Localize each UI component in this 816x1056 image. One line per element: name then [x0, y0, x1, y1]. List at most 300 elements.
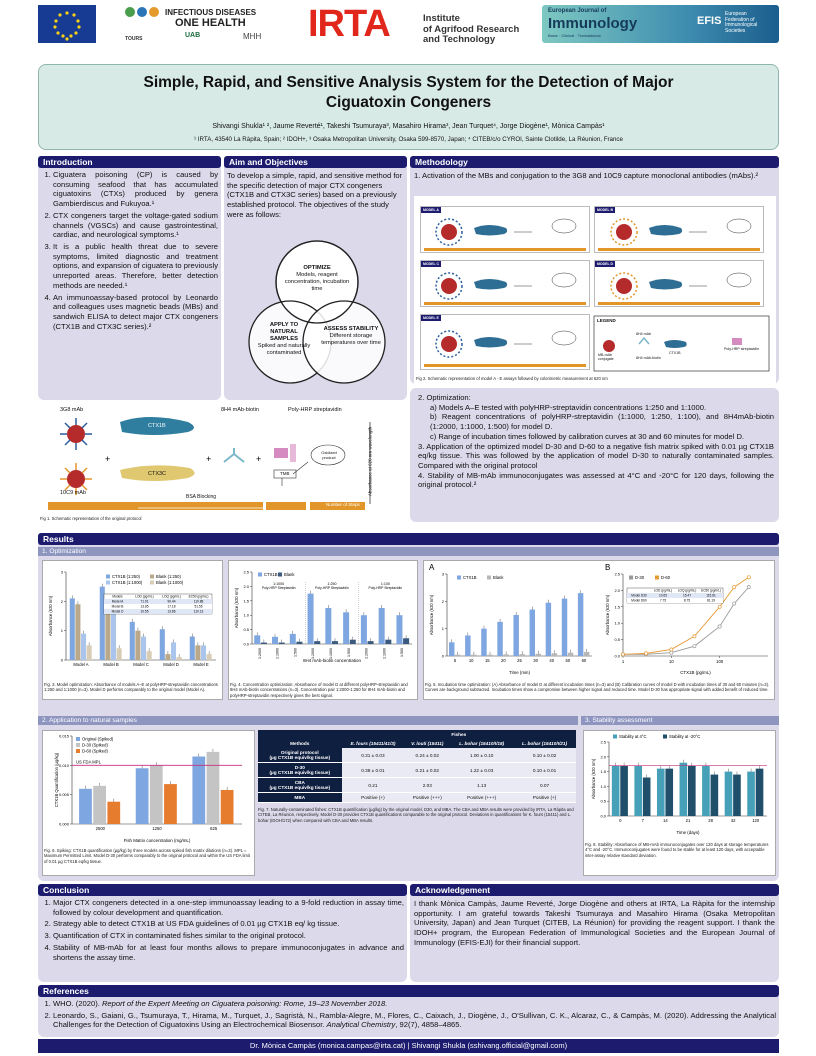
table-header: E. fours (15411/41/3) [342, 739, 405, 748]
legend-polyhrp-icon [732, 338, 742, 345]
bar [314, 641, 320, 644]
legend-item: 8H4 mAb-biotin [636, 356, 661, 360]
figure-2-models [414, 196, 776, 384]
x-tick-label: 0 [619, 818, 622, 823]
figure-5a-chart [423, 560, 599, 682]
label-8h4-biotin: 8H4 mAb-biotin [221, 407, 259, 413]
bar [261, 643, 267, 644]
table-cell: 0.10 ± 0.01 [513, 763, 576, 778]
legend-swatch [76, 743, 80, 747]
row-method: D-30 [294, 765, 305, 770]
eu-flag-logo [38, 5, 96, 43]
page-title [38, 73, 779, 113]
methodology-step-4: 4. Stability of MB-mAb immunoconjugates was assessed at 4°C and -20°C for 120 days, following the original protocol.² [418, 470, 774, 490]
x-tick-label: 10 [668, 659, 674, 664]
label-polyhrp: Poly-HRP streptavidin [288, 407, 342, 413]
optimization-item: b) Reagent concentrations of polyHRP-streptavidin (1:1000, 1:250, 1:100), and 8H4mAb-biotin (1:2000, 1:1000, 1:500) for model D. [430, 412, 774, 432]
panel-letter: B [605, 563, 611, 572]
journal-big-text: Immunology [548, 15, 638, 32]
bar [711, 775, 719, 816]
bar [93, 786, 106, 824]
bead-icon [611, 273, 637, 299]
y-tick-label: 1 [60, 628, 63, 634]
y-tick-label: 1 [441, 626, 444, 632]
step-bar [48, 502, 263, 510]
figure-2-caption: Fig 2. Schematic representation of model A - E assays followed by colorimetric measurement at 620 nm [416, 376, 608, 381]
bar [117, 648, 122, 660]
results-heading: Results [38, 533, 779, 545]
y-tick-label: 0.5 [243, 627, 249, 633]
reference-title: Report of the Expert Meeting on Ciguatera poisoning: Rome, 19–23 November 2018. [101, 999, 388, 1008]
reference-text: WHO. (2020). [53, 999, 102, 1008]
inset-cell: 7.75 [659, 598, 667, 603]
x-tick-label: 625 [210, 826, 218, 831]
bar [272, 637, 278, 644]
fish-results-table [258, 730, 576, 803]
x-tick-label: 2500 [95, 826, 105, 831]
model-tag: MODEL C [423, 262, 440, 266]
bar [385, 640, 391, 644]
label-oxidized: Oxidized product [321, 450, 337, 460]
tours-logo-text: TOURS [125, 36, 143, 42]
y-tick-label: 2.5 [243, 569, 249, 575]
bar [578, 593, 583, 656]
bar [87, 645, 92, 660]
x-tick-label: 25 [517, 658, 522, 663]
optimization-steps [418, 393, 774, 490]
legend-label: D-60 [661, 575, 671, 580]
figure-3-chart [42, 560, 223, 682]
data-point [670, 648, 673, 651]
x-tick-label: Model B [103, 662, 119, 667]
methodology-heading: Methodology [410, 156, 779, 168]
inset-header: Models [112, 594, 123, 599]
optimization-item: c) Range of incubation times followed by calibration curves at 30 and 60 minutes for model D. [430, 431, 745, 441]
step-bar [266, 502, 306, 510]
inset-header: LOQ (pg/mL) [677, 588, 697, 593]
table-row [258, 748, 576, 763]
bar [465, 636, 470, 657]
legend-label: Original (Spiked) [82, 736, 114, 742]
figure-6-caption: Fig. 6. Spiking: CTX1B quantification (µg/kg) by three models across spiked fish matrix dilutions (n=3). MPL = Maximum Permitted Limit. Model D-30 performs comparably to the original protocol and within the US FDA limit of 0.01 µg CTX1B eq/kg tissue. [44, 848, 250, 864]
legend-item: Poly-HRP streptavidin [724, 347, 760, 351]
row-unit: (µg CTX1B equiv/kg tissue) [269, 785, 331, 790]
x-tick-label: 1:2000 [311, 648, 316, 659]
data-point [733, 602, 736, 605]
table-cell: 0.24 ± 0.02 [404, 748, 450, 763]
figure-1-protocol [38, 404, 407, 522]
bar [536, 654, 541, 656]
y-axis-label: Absorbance (620 nm) [48, 595, 53, 637]
bar [688, 766, 696, 816]
y-axis-label: Absorbance (620 nm) [234, 587, 239, 629]
mhh-logo-text: MHH [243, 32, 262, 41]
x-tick-label: 15 [484, 658, 490, 663]
bead-icon [611, 219, 637, 245]
figure-8-caption: Fig. 8. Stability: Absorbance of MB-mAb immunoconjugates over 120 days at storage temperatures 4°C and -20°C. Immunoconjugates were found to be stable for at least 120 days, with acceptable inter-assay relative standard deviation. [585, 842, 769, 858]
model-tag: MODEL B [597, 208, 614, 212]
health-circle-icon [149, 7, 159, 17]
y-tick-label: 2.5 [614, 571, 620, 577]
y-tick-label: 0.0 [243, 641, 249, 647]
bar [141, 637, 146, 660]
bar [643, 778, 651, 816]
row-method: MBA [294, 795, 306, 800]
y-tick-label: 2.0 [243, 583, 249, 589]
group-label: 1:100 [380, 582, 390, 586]
group-label: 1:1000 [273, 582, 285, 586]
x-tick-label: 1:1000 [329, 648, 333, 659]
inset-cell: 15.47 [683, 593, 691, 598]
y-tick-label: 0.0 [600, 813, 606, 819]
group-label: Poly-HRP Streptavidin [368, 586, 403, 590]
bead-icon [436, 331, 462, 357]
inset-cell: Model D [111, 609, 124, 614]
x-tick-label: 1 [621, 659, 625, 664]
health-circle-icon [125, 7, 135, 17]
acknowledgement-text: I thank Mònica Campàs, Jaume Reverté, Jorge Diogène and others at IRTA, La Ràpita for the internship opportunity. I am grateful towards Takeshi Tsumuraya and Masahiro Hirama (Osaka Metropolitan University, Japan) and Jean Turquet (CITEB, La Réunion) for providing the reagent support. I thank the IDOH+ program, the European Federation of Immunological Societies and the European Journal of Immunology (EFIS-EJI) for their financial support. [414, 899, 775, 947]
optimization-title: 2. Optimization: [418, 393, 471, 402]
table-cell: 0.21 [342, 778, 405, 793]
model-tag: MODEL E [423, 316, 439, 320]
label-number-steps: Number of Steps [326, 502, 360, 507]
data-point [747, 586, 750, 589]
x-tick-label: 40 [549, 658, 555, 663]
venn-title: ASSESS STABILITY [323, 326, 379, 332]
y-tick-label: 1.0 [600, 783, 606, 789]
table-cell: Positive (+++) [404, 793, 450, 803]
bar [634, 766, 642, 816]
label-ctx3c: CTX3C [148, 471, 167, 477]
y-tick-label: 1.0 [243, 612, 249, 618]
bar [164, 784, 177, 824]
y-tick-label: 1.5 [243, 598, 249, 604]
eji-logo [542, 5, 779, 43]
legend-swatch [150, 581, 154, 585]
conclusion-item: 4. Stability of MB-mAb for at least four months allows to prepare immunoconjugates in advance and shortens the assay time. [53, 943, 404, 962]
x-tick-label: 10 [468, 658, 474, 663]
figure-4-caption: Fig. 4. Concentration optimization: Absorbance of model D at different polyHRP-streptavidin and 8H4 mAb-biotin concentrations (n=3). Concentration pair 1:2000-1:250 for 8H4 mAb-biotin and polyHRP-streptavidin respectively gives the best signal. [230, 682, 408, 698]
efis-name-line: Immunological [725, 22, 758, 28]
bar [296, 642, 302, 644]
optimization-item: a) Models A–E tested with polyHRP-streptavidin concentrations 1:250 and 1:1000. [430, 402, 707, 412]
bar [190, 637, 195, 660]
irta-name [423, 14, 519, 46]
table-cell: Positive (+) [513, 793, 576, 803]
inset-header: LOQ (pg/mL) [162, 594, 181, 599]
plus-icon: + [206, 454, 212, 464]
journal-sub-text: Basic · Clinical · Translational [548, 33, 601, 38]
legend-label: D-30 (Spiked) [82, 742, 108, 748]
bar [79, 789, 92, 824]
x-tick-label: 1:1000 [275, 648, 280, 659]
figure-4-chart [228, 560, 418, 682]
figure-7-table [258, 730, 576, 823]
idoh-logo [115, 6, 275, 46]
y-tick-label: 0.5 [614, 637, 620, 643]
bar [612, 766, 620, 816]
table-cell: 0.07 [513, 778, 576, 793]
title-line: Simple, Rapid, and Sensitive Analysis System for the Detection of Major [143, 74, 674, 91]
row-unit: (µg CTX1B equiv/kg tissue) [269, 770, 331, 775]
legend-item: 8H4 mAb [636, 332, 651, 336]
x-tick-label: Model D [163, 662, 179, 667]
bar [379, 608, 385, 644]
data-point [670, 651, 673, 654]
methodology-intro: 1. Activation of the MBs and conjugation to the 3G8 and 10C9 capture monoclonal antibodies (mAbs).² [414, 171, 759, 180]
irta-name-line: Institute [423, 13, 460, 24]
x-tick-label: Model E [193, 662, 209, 667]
inset-cell: Model A [111, 599, 124, 604]
y-tick-label: 1.5 [614, 604, 620, 610]
legend-label: Blank [284, 572, 295, 577]
y-tick-label: 3 [60, 569, 63, 575]
legend-swatch [76, 749, 80, 753]
x-axis-label: Time (min) [509, 670, 530, 675]
table-row [258, 793, 576, 803]
data-point [693, 635, 696, 638]
legend-swatch [106, 575, 110, 579]
x-tick-label: 1:500 [346, 648, 351, 657]
one-health-text: ONE HEALTH [175, 17, 246, 29]
acknowledgement-heading: Acknowledgement [410, 884, 779, 896]
references-list [40, 999, 776, 1032]
bar [207, 752, 220, 824]
x-tick-label: Model A [73, 662, 89, 667]
model-tag: MODEL D [597, 262, 614, 266]
bar [343, 612, 349, 644]
table-cell: 1.00 ± 0.10 [450, 748, 513, 763]
threshold-label: US FDA MPL [76, 759, 101, 765]
legend-swatch [106, 581, 110, 585]
venn-stability-label [320, 326, 382, 347]
y-axis-label: Absorbance (620 nm) [605, 594, 610, 636]
legend-label: Stability at -20°C [669, 734, 701, 739]
model-tag: MODEL A [423, 208, 439, 212]
inset-header: EC50 (pg/mL) [188, 594, 209, 599]
irta-name-line: of Agrifood Research [423, 23, 520, 35]
table-corner [258, 730, 342, 739]
bar [513, 615, 518, 656]
legend-label: Blank (1:250) [156, 574, 181, 579]
authors: Shivangi Shukla¹ ², Jaume Reverté¹, Takeshi Tsumuraya³, Masahiro Hirama³, Jean Turquet⁴, Jorge Diogène¹, Mònica Campàs¹ [212, 123, 605, 130]
legend-label: D-60 (Spiked) [82, 748, 108, 754]
infectious-diseases-text: INFECTIOUS DISEASES [165, 8, 257, 17]
conclusion-item: 3. Quantification of CTX in contaminated fishes similar to the original protocol. [53, 931, 404, 941]
bar [657, 769, 665, 816]
bar [201, 645, 206, 660]
row-header [258, 778, 342, 793]
bar [680, 763, 688, 816]
uab-logo-text: UAB [185, 32, 201, 39]
results-subheading-stability: 3. Stability assessment [581, 716, 779, 725]
bar [520, 654, 525, 656]
table-cell: Positive (+++) [450, 793, 513, 803]
inset-cell: 51.56 [194, 604, 203, 609]
group-label: 1:250 [327, 582, 337, 586]
bar [130, 622, 135, 660]
legend-swatch [278, 573, 282, 577]
x-tick-label: 1:500 [293, 648, 298, 657]
efis-name-line: European [725, 11, 747, 17]
bar [160, 629, 165, 660]
table-cell: 0.31 ± 0.03 [342, 748, 405, 763]
bar [81, 634, 86, 660]
x-tick-label: 1:2000 [364, 648, 369, 659]
table-header: Methods [258, 739, 342, 748]
x-tick-label: 1:500 [400, 648, 405, 657]
bar [135, 631, 140, 660]
bar [756, 769, 764, 816]
legend-item: CTX1B [669, 351, 681, 355]
bar [546, 603, 551, 656]
inset-header: EC50 (pg/mL) [701, 588, 721, 593]
y-tick-label: 2 [441, 598, 444, 604]
bar [530, 610, 535, 656]
legend-swatch [613, 735, 617, 739]
figure-3-caption: Fig. 3. Model optimization: Absorbance of models A–E at polyHRP-streptavidin concentrations 1:250 and 1:1000 (n=3). Model D performs comparably to the original model (Model A). [44, 682, 218, 693]
bar [165, 654, 170, 660]
plus-icon: + [256, 454, 262, 464]
label-10c9-mab: 10C9 mAb [60, 490, 86, 496]
reference-journal: Analytical Chemistry [326, 1020, 396, 1030]
legend-label: Stability at 4°C [619, 734, 647, 739]
legend-label: CTX1B [264, 572, 278, 577]
bar [195, 645, 200, 660]
y-tick-label: 3 [441, 571, 444, 577]
bar [70, 598, 75, 660]
reference-text: Leonardo, S., Gaiani, G., Tsumuraya, T., Hirama, M., Turquet, J., Sagristà, N., Rambla-Alegre, M., Flores, C., Caixach, J., Diogène, J., O'Sullivan, C. K., Alcaraz, C., & Campàs, M. (2020). Addressing the Analytical Challenges for the Detection of Ciguatoxins Using an Electrochemical Biosensor. [53, 1010, 776, 1030]
bar [107, 802, 120, 824]
table-header: L. bohar (15410/I/21) [513, 739, 576, 748]
y-axis-label: Absorbance (620 nm) [591, 758, 596, 800]
venn-body: Models, reagent concentration, incubation time [284, 271, 350, 292]
bar [254, 635, 260, 644]
data-point [718, 625, 721, 628]
inset-cell: 10.65 [659, 593, 667, 598]
bar [552, 653, 557, 656]
legend-title: LEGEND [597, 318, 616, 323]
bead-icon [436, 273, 462, 299]
conclusion-list [40, 898, 404, 964]
bar [332, 641, 338, 644]
x-axis-label: Time (days) [676, 830, 700, 835]
bar [620, 766, 628, 816]
legend-label: CTX1B (1:250) [112, 574, 140, 579]
venn-optimize-label [282, 265, 352, 293]
x-tick-label: 1250 [152, 826, 162, 831]
x-axis-label: 8H4 mAb-biotin concentration [303, 658, 361, 663]
methodology-step-3: 3. Application of the optimized model D-30 and D-60 to a negative fish matrix spiked with 0.01 µg CTX1B eq/kg tissue. This was followed by the application of model D-30 to naturally contaminated samples. Compared with the original protocol [418, 441, 774, 471]
y-tick-label: 0 [441, 653, 444, 659]
x-tick-label: 42 [730, 818, 736, 823]
bar [665, 769, 673, 816]
data-point [621, 653, 624, 656]
reference-tail: , 92(7), 4858–4865. [395, 1020, 462, 1030]
bar [368, 641, 374, 644]
table-header: V. louti (15411) [404, 739, 450, 748]
panel-letter: A [429, 563, 435, 572]
figure-6-chart [42, 730, 255, 848]
legend-label: CTX1B (1:1000) [112, 580, 143, 585]
group-label: Poly-HRP Streptavidin [261, 586, 296, 590]
y-tick-label: 1.0 [614, 620, 620, 626]
y-axis-label: CTX1B Quantification (µg/kg) [54, 752, 59, 808]
inset-cell: 8.75 [683, 598, 691, 603]
protocol-schematic [38, 404, 407, 514]
bar [221, 790, 234, 824]
table-row [258, 778, 576, 793]
intro-item: 3. It is a public health threat due to severe symptoms, limited diagnostic and treatment options, and expansion of ciguatera to previously unreported areas. Therefore, better detection methods are needed.¹ [53, 242, 218, 291]
bar [747, 772, 755, 816]
x-tick-label: 5 [453, 658, 457, 663]
journal-small-text: European Journal of [548, 8, 607, 14]
y-tick-label: 0 [60, 657, 63, 663]
introduction-heading: Introduction [38, 156, 221, 168]
objectives-venn-diagram [224, 240, 407, 400]
row-header [258, 793, 342, 803]
inset-cell: 110.13 [193, 609, 204, 614]
x-tick-label: 21 [685, 818, 691, 823]
row-method: Original protocol [280, 750, 319, 755]
reference-item [53, 999, 776, 1009]
inset-cell: 90.44 [167, 599, 176, 604]
inset-cell: 110.88 [193, 599, 204, 604]
bar [136, 768, 149, 824]
bar [403, 638, 409, 644]
title-line: Ciguatoxin Congeners [325, 94, 492, 112]
x-tick-label: 20 [501, 658, 506, 663]
models-schematic [414, 196, 776, 384]
figure-8-chart [583, 730, 776, 840]
bar [147, 651, 152, 660]
inset-cell: Model D60 [631, 598, 647, 603]
x-tick-label: 14 [663, 818, 668, 823]
y-tick-label: 0.0 [614, 653, 620, 659]
y-tick-label: 0.015 [58, 733, 69, 739]
label-absorbance: Absorbance at 620 nm wavelength [367, 426, 373, 497]
legend-swatch [76, 737, 80, 741]
data-point [747, 576, 750, 579]
efis-logo-text: EFIS [697, 15, 722, 27]
aims-heading: Aim and Objectives [224, 156, 407, 168]
intro-item: 2. CTX congeners target the voltage-gated sodium channels (VGSCs) and cause gastrointestinal, cardiac, and neurological symptoms.¹ [53, 211, 218, 240]
x-tick-label: 28 [708, 818, 713, 823]
legend-ctx1b-icon [664, 340, 687, 348]
y-axis-label: Absorbance (620 nm) [429, 594, 434, 636]
bead-icon [436, 219, 462, 245]
x-tick-label: 60 [581, 658, 587, 663]
label-tmb: TMB [280, 471, 290, 476]
bar [487, 655, 492, 656]
figure-1-caption: Fig 1. Schematic representation of the original protocol [40, 516, 142, 521]
legend-label: Blank (1:1000) [156, 580, 184, 585]
conclusion-item: 2. Strategy able to detect CTX1B at US FDA guidelines of 0.01 µg CTX1B eq/ kg tissue. [53, 919, 404, 929]
y-tick-label: 2.5 [600, 739, 606, 745]
group-label: Poly-HRP Streptavidin [315, 586, 349, 590]
venn-body: Spiked and naturally contaminated [257, 342, 311, 356]
bar [361, 615, 367, 644]
venn-body: Different storage temperatures over time [321, 332, 381, 346]
legend-swatch [258, 573, 262, 577]
table-row [258, 763, 576, 778]
y-tick-label: 2 [60, 598, 63, 604]
bar [290, 634, 296, 644]
inset-cell: 81.19 [707, 598, 715, 603]
label-bsa-blocking: BSA Blocking [186, 494, 217, 500]
bar [725, 772, 733, 816]
bar [177, 657, 182, 660]
